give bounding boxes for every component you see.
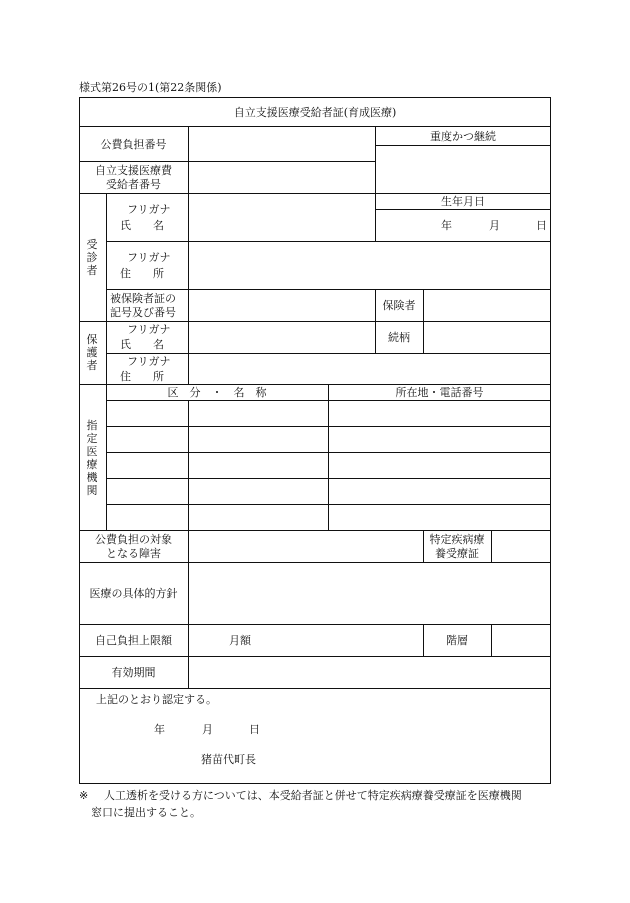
institution-side-label: 指 定 医 療 機 関 [86, 419, 98, 497]
validity-period-label: 有効期間 [111, 666, 156, 679]
form-code: 様式第26号の1(第22条関係) [79, 81, 222, 94]
certification-year: 年 [154, 723, 165, 736]
form-title: 自立支援医療受給者証(育成医療) [233, 106, 397, 119]
grid-line [188, 193, 189, 384]
grid-line [106, 241, 551, 242]
grid-line [79, 161, 375, 162]
specific-disease-label-1: 特定疾病療 [429, 533, 485, 546]
birth-date-label: 生年月日 [441, 195, 485, 208]
insurer-label: 保険者 [382, 299, 416, 312]
grid-line [79, 530, 551, 531]
grid-line [188, 530, 189, 688]
footnote-mark: ※ [79, 789, 89, 802]
severity-continuation-label: 重度かつ継続 [430, 130, 496, 143]
grid-line [79, 688, 551, 689]
guardian-address-label: 住 所 [120, 370, 164, 383]
footnote-line-1: 人工透析を受ける方については、本受給者証と併せて特定疾病療養受療証を医療機関 [104, 789, 522, 802]
patient-side-label: 受 診 者 [86, 238, 98, 277]
tier-label: 階層 [446, 634, 468, 647]
grid-line [79, 624, 551, 625]
grid-line [375, 145, 551, 146]
grid-line [491, 624, 492, 656]
grid-line [106, 289, 551, 290]
grid-line [106, 193, 107, 530]
certification-day: 日 [249, 723, 260, 736]
guardian-name-label: 氏 名 [120, 338, 164, 351]
grid-line [79, 193, 551, 194]
grid-line [79, 562, 551, 563]
grid-line [491, 530, 492, 562]
guardian-furigana-label: フリガナ [127, 323, 171, 336]
recipient-number-label-2: 受給者番号 [106, 178, 161, 191]
grid-line [79, 321, 551, 322]
recipient-number-label-1: 自立支援医療費 [95, 164, 172, 177]
patient-furigana-label: フリガナ [127, 203, 171, 216]
grid-line [328, 384, 329, 530]
birth-month-label: 月 [489, 219, 500, 232]
grid-line [79, 126, 551, 127]
patient-address-furigana-label: フリガナ [127, 251, 171, 264]
birth-year-label: 年 [441, 219, 452, 232]
treatment-policy-label: 医療の具体的方針 [89, 587, 178, 600]
copay-limit-label: 自己負担上限額 [95, 634, 172, 647]
guardian-side-label: 保 護 者 [86, 333, 98, 372]
grid-line [188, 400, 189, 530]
specific-disease-label-2: 養受療証 [435, 547, 479, 560]
patient-address-label: 住 所 [120, 267, 164, 280]
grid-line [188, 126, 189, 193]
issuer-name: 猪苗代町長 [201, 753, 256, 766]
grid-line [375, 126, 376, 241]
location-phone-header: 所在地・電話番号 [395, 386, 484, 399]
insurance-symbol-label-2: 記号及び番号 [110, 306, 176, 319]
public-burden-number-label: 公費負担番号 [100, 138, 167, 151]
certification-statement: 上記のとおり認定する。 [96, 693, 217, 706]
target-disability-label-1: 公費負担の対象 [95, 533, 172, 546]
birth-day-label: 日 [536, 219, 547, 232]
grid-line [423, 289, 424, 353]
monthly-label: 月額 [229, 634, 251, 647]
certification-month: 月 [202, 723, 213, 736]
grid-line [106, 353, 551, 354]
target-disability-label-2: となる障害 [106, 547, 161, 560]
category-name-header: 区 分 ・ 名 称 [167, 386, 267, 399]
grid-line [79, 656, 551, 657]
guardian-address-furigana-label: フリガナ [127, 355, 171, 368]
relationship-label: 続柄 [388, 331, 410, 344]
insurance-symbol-label-1: 被保険者証の [110, 292, 176, 305]
footnote-line-2: 窓口に提出すること。 [91, 806, 201, 819]
patient-name-label: 氏 名 [120, 219, 164, 232]
grid-line [79, 384, 551, 385]
grid-line [375, 209, 551, 210]
